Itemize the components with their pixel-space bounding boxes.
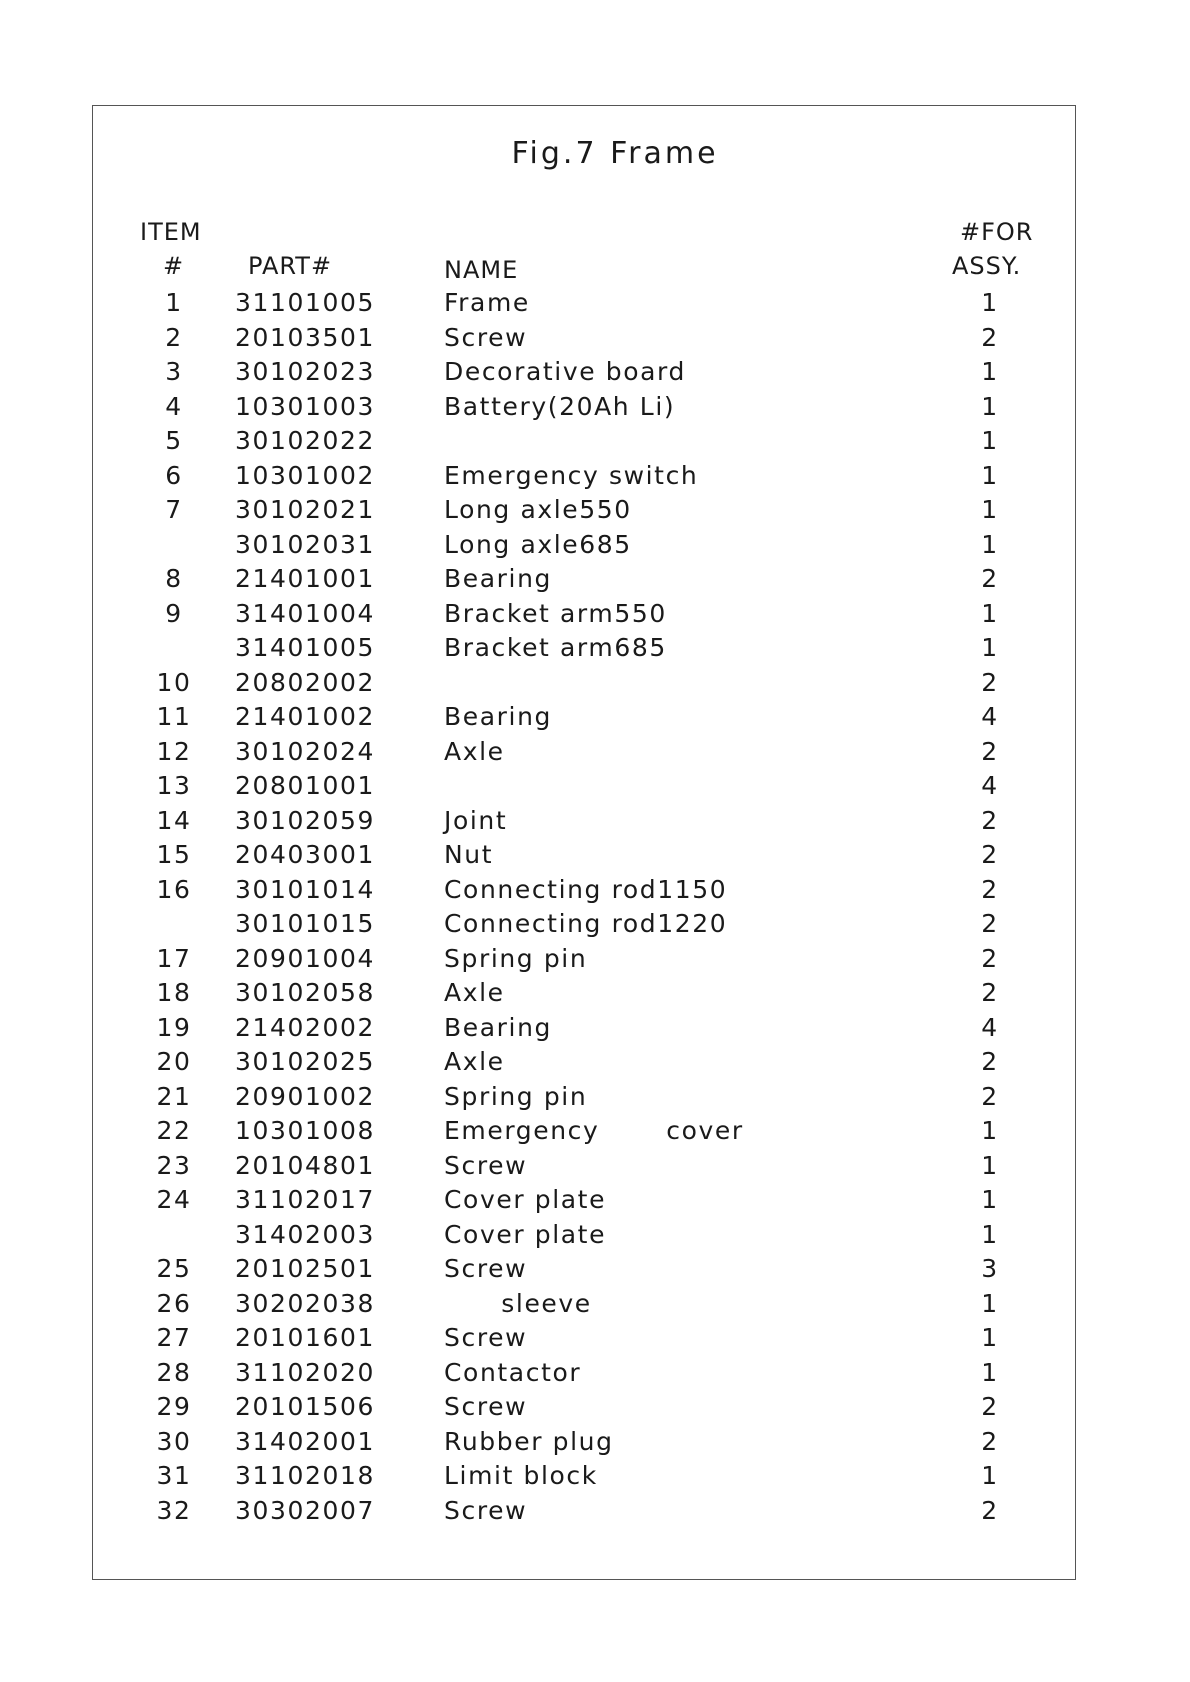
part-name: Connecting rod1220	[444, 909, 728, 938]
item-number: 7	[165, 495, 183, 524]
assembly-quantity: 1	[981, 633, 999, 662]
item-number: 6	[165, 460, 183, 490]
table-row	[0, 599, 1190, 634]
item-number: 30	[156, 1426, 192, 1456]
part-number: 30102058	[235, 978, 376, 1007]
table-row	[0, 357, 1190, 392]
table-row	[0, 1254, 1190, 1289]
part-name: Bearing	[444, 702, 552, 731]
table-row	[0, 1185, 1190, 1220]
part-number: 30101014	[235, 874, 376, 904]
item-number: 24	[156, 1185, 192, 1214]
header-item-hash: #	[163, 252, 185, 280]
table-row	[0, 1392, 1190, 1427]
part-number: 31102020	[235, 1357, 376, 1387]
assembly-quantity: 2	[981, 322, 999, 352]
part-number: 10301003	[235, 391, 376, 421]
header-name: NAME	[444, 256, 519, 284]
assembly-quantity: 4	[981, 702, 999, 731]
assembly-quantity: 1	[981, 357, 999, 386]
table-row	[0, 1082, 1190, 1117]
item-number: 14	[156, 805, 192, 835]
item-number: 1	[165, 288, 183, 317]
item-number: 11	[156, 702, 192, 731]
item-number: 15	[156, 840, 192, 869]
item-number: 17	[156, 943, 192, 973]
part-number: 31102018	[235, 1461, 376, 1490]
assembly-quantity: 2	[981, 736, 999, 766]
part-number: 21401001	[235, 564, 376, 593]
item-number: 18	[156, 978, 192, 1007]
item-number: 4	[165, 391, 183, 421]
table-row	[0, 392, 1190, 427]
assembly-quantity: 2	[981, 1047, 999, 1076]
item-number: 9	[165, 598, 183, 628]
part-number: 30102059	[235, 805, 376, 835]
table-row	[0, 944, 1190, 979]
part-number: 30102021	[235, 495, 376, 524]
item-number: 16	[156, 874, 192, 904]
item-number: 21	[156, 1081, 192, 1111]
part-name: Bracket arm550	[444, 598, 667, 628]
part-name: Axle	[444, 978, 505, 1007]
part-number: 30302007	[235, 1495, 376, 1525]
assembly-quantity: 1	[981, 1461, 999, 1490]
assembly-quantity: 2	[981, 943, 999, 973]
assembly-quantity: 2	[981, 805, 999, 835]
item-number: 3	[165, 357, 183, 386]
assembly-quantity: 1	[981, 391, 999, 421]
assembly-quantity: 1	[981, 288, 999, 317]
assembly-quantity: 1	[981, 1323, 999, 1352]
part-number: 31101005	[235, 288, 376, 317]
part-number: 30102024	[235, 736, 376, 766]
part-name: Decorative board	[444, 357, 686, 386]
part-name: Bearing	[444, 564, 552, 593]
part-name: Bracket arm685	[444, 633, 667, 662]
table-row	[0, 1496, 1190, 1531]
table-row	[0, 806, 1190, 841]
table-row	[0, 1220, 1190, 1255]
table-row	[0, 1013, 1190, 1048]
item-number: 10	[156, 667, 192, 697]
part-number: 30101015	[235, 909, 376, 938]
table-row	[0, 461, 1190, 496]
assembly-quantity: 1	[981, 426, 999, 455]
item-number: 27	[156, 1323, 192, 1352]
part-name: Nut	[444, 840, 494, 869]
table-row	[0, 840, 1190, 875]
table-row	[0, 1151, 1190, 1186]
assembly-quantity: 1	[981, 460, 999, 490]
table-row	[0, 1047, 1190, 1082]
part-number: 20102501	[235, 1254, 376, 1283]
part-name: Connecting rod1150	[444, 874, 728, 904]
item-number: 19	[156, 1012, 192, 1042]
assembly-quantity: 2	[981, 564, 999, 593]
part-name: Screw	[444, 322, 528, 352]
table-row	[0, 978, 1190, 1013]
table-row	[0, 288, 1190, 323]
assembly-quantity: 1	[981, 529, 999, 559]
part-number: 20403001	[235, 840, 376, 869]
part-number: 20104801	[235, 1150, 376, 1180]
part-number: 20101601	[235, 1323, 376, 1352]
part-name: Screw	[444, 1495, 528, 1525]
part-name: Battery(20Ah Li)	[444, 391, 676, 421]
part-number: 31102017	[235, 1185, 376, 1214]
part-name: Long axle550	[444, 495, 632, 524]
item-number: 31	[156, 1461, 192, 1490]
assembly-quantity: 1	[981, 1150, 999, 1180]
item-number: 22	[156, 1116, 192, 1145]
part-name: Limit block	[444, 1461, 598, 1490]
assembly-quantity: 4	[981, 771, 999, 800]
assembly-quantity: 1	[981, 495, 999, 524]
header-part: PART#	[248, 252, 333, 280]
part-number: 20101506	[235, 1392, 376, 1421]
assembly-quantity: 2	[981, 909, 999, 938]
assembly-quantity: 1	[981, 1288, 999, 1318]
assembly-quantity: 2	[981, 1495, 999, 1525]
item-number: 28	[156, 1357, 192, 1387]
part-number: 31401005	[235, 633, 376, 662]
assembly-quantity: 4	[981, 1012, 999, 1042]
assembly-quantity: 2	[981, 667, 999, 697]
table-row	[0, 1323, 1190, 1358]
part-name: Screw	[444, 1392, 528, 1421]
table-row	[0, 426, 1190, 461]
part-name: Spring pin	[444, 1081, 588, 1111]
part-name: Frame	[444, 288, 530, 317]
part-name: Bearing	[444, 1012, 552, 1042]
table-row	[0, 1116, 1190, 1151]
part-name: Contactor	[444, 1357, 582, 1387]
part-name: Spring pin	[444, 943, 588, 973]
table-row	[0, 1289, 1190, 1324]
assembly-quantity: 2	[981, 978, 999, 1007]
part-number: 31401004	[235, 598, 376, 628]
part-name: Cover plate	[444, 1219, 607, 1249]
part-number: 20802002	[235, 667, 376, 697]
assembly-quantity: 3	[981, 1254, 999, 1283]
item-number: 5	[165, 426, 183, 455]
part-name: Emergency switch	[444, 460, 699, 490]
part-number: 31402003	[235, 1219, 376, 1249]
part-number: 30202038	[235, 1288, 376, 1318]
part-number: 20901002	[235, 1081, 376, 1111]
part-name: Rubber plug	[444, 1426, 614, 1456]
part-number: 10301008	[235, 1116, 376, 1145]
parts-list	[0, 288, 1190, 1530]
part-name: Cover plate	[444, 1185, 607, 1214]
item-number: 2	[165, 322, 183, 352]
part-number: 21401002	[235, 702, 376, 731]
part-name: Screw	[444, 1323, 528, 1352]
table-row	[0, 495, 1190, 530]
assembly-quantity: 1	[981, 1357, 999, 1387]
assembly-quantity: 2	[981, 1426, 999, 1456]
table-row	[0, 771, 1190, 806]
part-name: Screw	[444, 1150, 528, 1180]
part-name: sleeve	[444, 1288, 592, 1318]
table-row	[0, 909, 1190, 944]
item-number: 29	[156, 1392, 192, 1421]
table-row	[0, 1427, 1190, 1462]
part-number: 20801001	[235, 771, 376, 800]
part-name: Emergency cover	[444, 1116, 744, 1145]
header-assy: ASSY.	[952, 252, 1022, 280]
item-number: 13	[156, 771, 192, 800]
part-number: 31402001	[235, 1426, 376, 1456]
item-number: 23	[156, 1150, 192, 1180]
part-number: 30102023	[235, 357, 376, 386]
assembly-quantity: 1	[981, 598, 999, 628]
item-number: 12	[156, 736, 192, 766]
part-number: 10301002	[235, 460, 376, 490]
item-number: 20	[156, 1047, 192, 1076]
table-row	[0, 875, 1190, 910]
table-row	[0, 737, 1190, 772]
part-name: Axle	[444, 736, 505, 766]
table-row	[0, 564, 1190, 599]
assembly-quantity: 1	[981, 1219, 999, 1249]
part-name: Axle	[444, 1047, 505, 1076]
table-row	[0, 530, 1190, 565]
part-number: 20901004	[235, 943, 376, 973]
assembly-quantity: 2	[981, 1392, 999, 1421]
page-title: Fig.7 Frame	[511, 136, 719, 171]
part-number: 30102022	[235, 426, 376, 455]
table-row	[0, 323, 1190, 358]
assembly-quantity: 2	[981, 840, 999, 869]
table-row	[0, 668, 1190, 703]
assembly-quantity: 2	[981, 1081, 999, 1111]
table-row	[0, 702, 1190, 737]
table-row	[0, 1358, 1190, 1393]
header-item: ITEM	[140, 218, 202, 246]
part-number: 21402002	[235, 1012, 376, 1042]
part-name: Long axle685	[444, 529, 632, 559]
item-number: 25	[156, 1254, 192, 1283]
part-number: 30102025	[235, 1047, 376, 1076]
item-number: 32	[156, 1495, 192, 1525]
item-number: 26	[156, 1288, 192, 1318]
part-name: Screw	[444, 1254, 528, 1283]
assembly-quantity: 1	[981, 1116, 999, 1145]
item-number: 8	[165, 564, 183, 593]
table-row	[0, 1461, 1190, 1496]
table-row	[0, 633, 1190, 668]
assembly-quantity: 1	[981, 1185, 999, 1214]
assembly-quantity: 2	[981, 874, 999, 904]
part-number: 20103501	[235, 322, 376, 352]
part-number: 30102031	[235, 529, 376, 559]
header-qty: #FOR	[960, 218, 1034, 246]
part-name: Joint	[444, 805, 508, 835]
